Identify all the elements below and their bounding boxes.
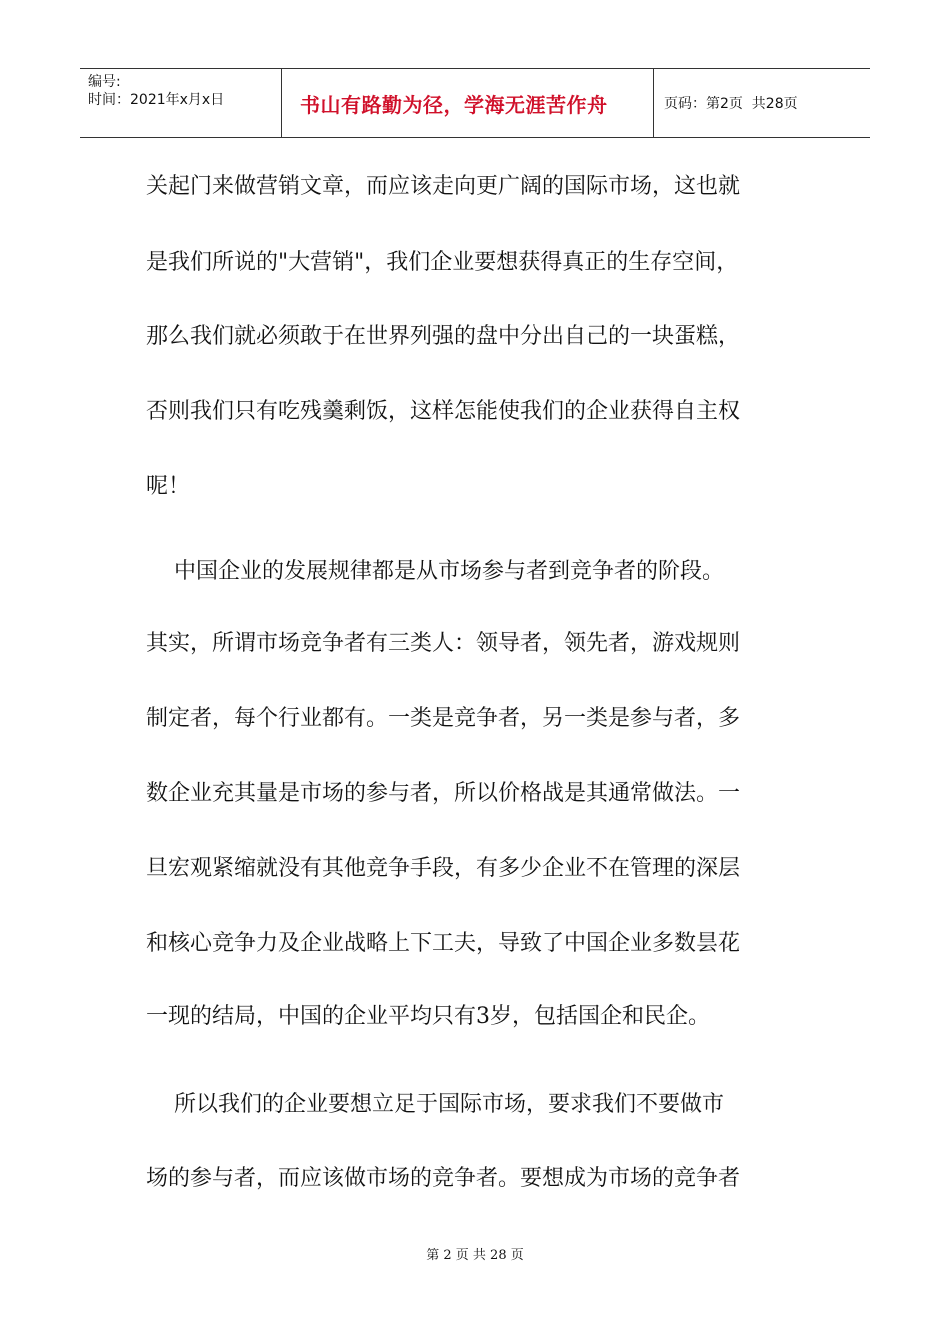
body-line: 是我们所说的"大营销"，我们企业要想获得真正的生存空间， (146, 250, 739, 275)
body-line: 否则我们只有吃残羹剩饭，这样怎能使我们的企业获得自主权 (146, 399, 741, 424)
body-line: 一现的结局，中国的企业平均只有3岁，包括国企和民企。 (146, 1004, 710, 1029)
body-line: 旦宏观紧缩就没有其他竞争手段，有多少企业不在管理的深层 (146, 856, 741, 881)
header-meta (80, 69, 282, 137)
body-line: 那么我们就必须敢于在世界列强的盘中分出自己的一块蛋糕， (146, 324, 741, 349)
header-motto: 书山有路勤为径，学海无涯苦作舟 (282, 69, 654, 137)
body-line: 场的参与者，而应该做市场的竞争者。要想成为市场的竞争者 (146, 1166, 741, 1191)
document-number-label: 编号: (88, 74, 121, 90)
body-line: 中国企业的发展规律都是从市场参与者到竞争者的阶段。 (146, 559, 724, 584)
page-header (80, 68, 870, 138)
body-line: 制定者，每个行业都有。一类是竞争者，另一类是参与者，多 (146, 706, 741, 731)
body-line: 和核心竞争力及企业战略上下工夫，导致了中国企业多数昙花 (146, 931, 741, 956)
body-line: 呢！ (146, 474, 191, 499)
header-page-info: 页码：第2页 共28页 (664, 96, 798, 112)
body-line: 关起门来做营销文章，而应该走向更广阔的国际市场，这也就 (146, 174, 741, 199)
body-line: 其实，所谓市场竞争者有三类人：领导者，领先者，游戏规则 (146, 631, 741, 656)
page-footer: 第 2 页 共 28 页 (426, 1248, 524, 1263)
body-line: 所以我们的企业要想立足于国际市场，要求我们不要做市 (146, 1092, 724, 1117)
document-date: 时间：2021年x月x日 (88, 92, 225, 108)
body-line: 数企业充其量是市场的参与者，所以价格战是其通常做法。一 (146, 781, 741, 806)
